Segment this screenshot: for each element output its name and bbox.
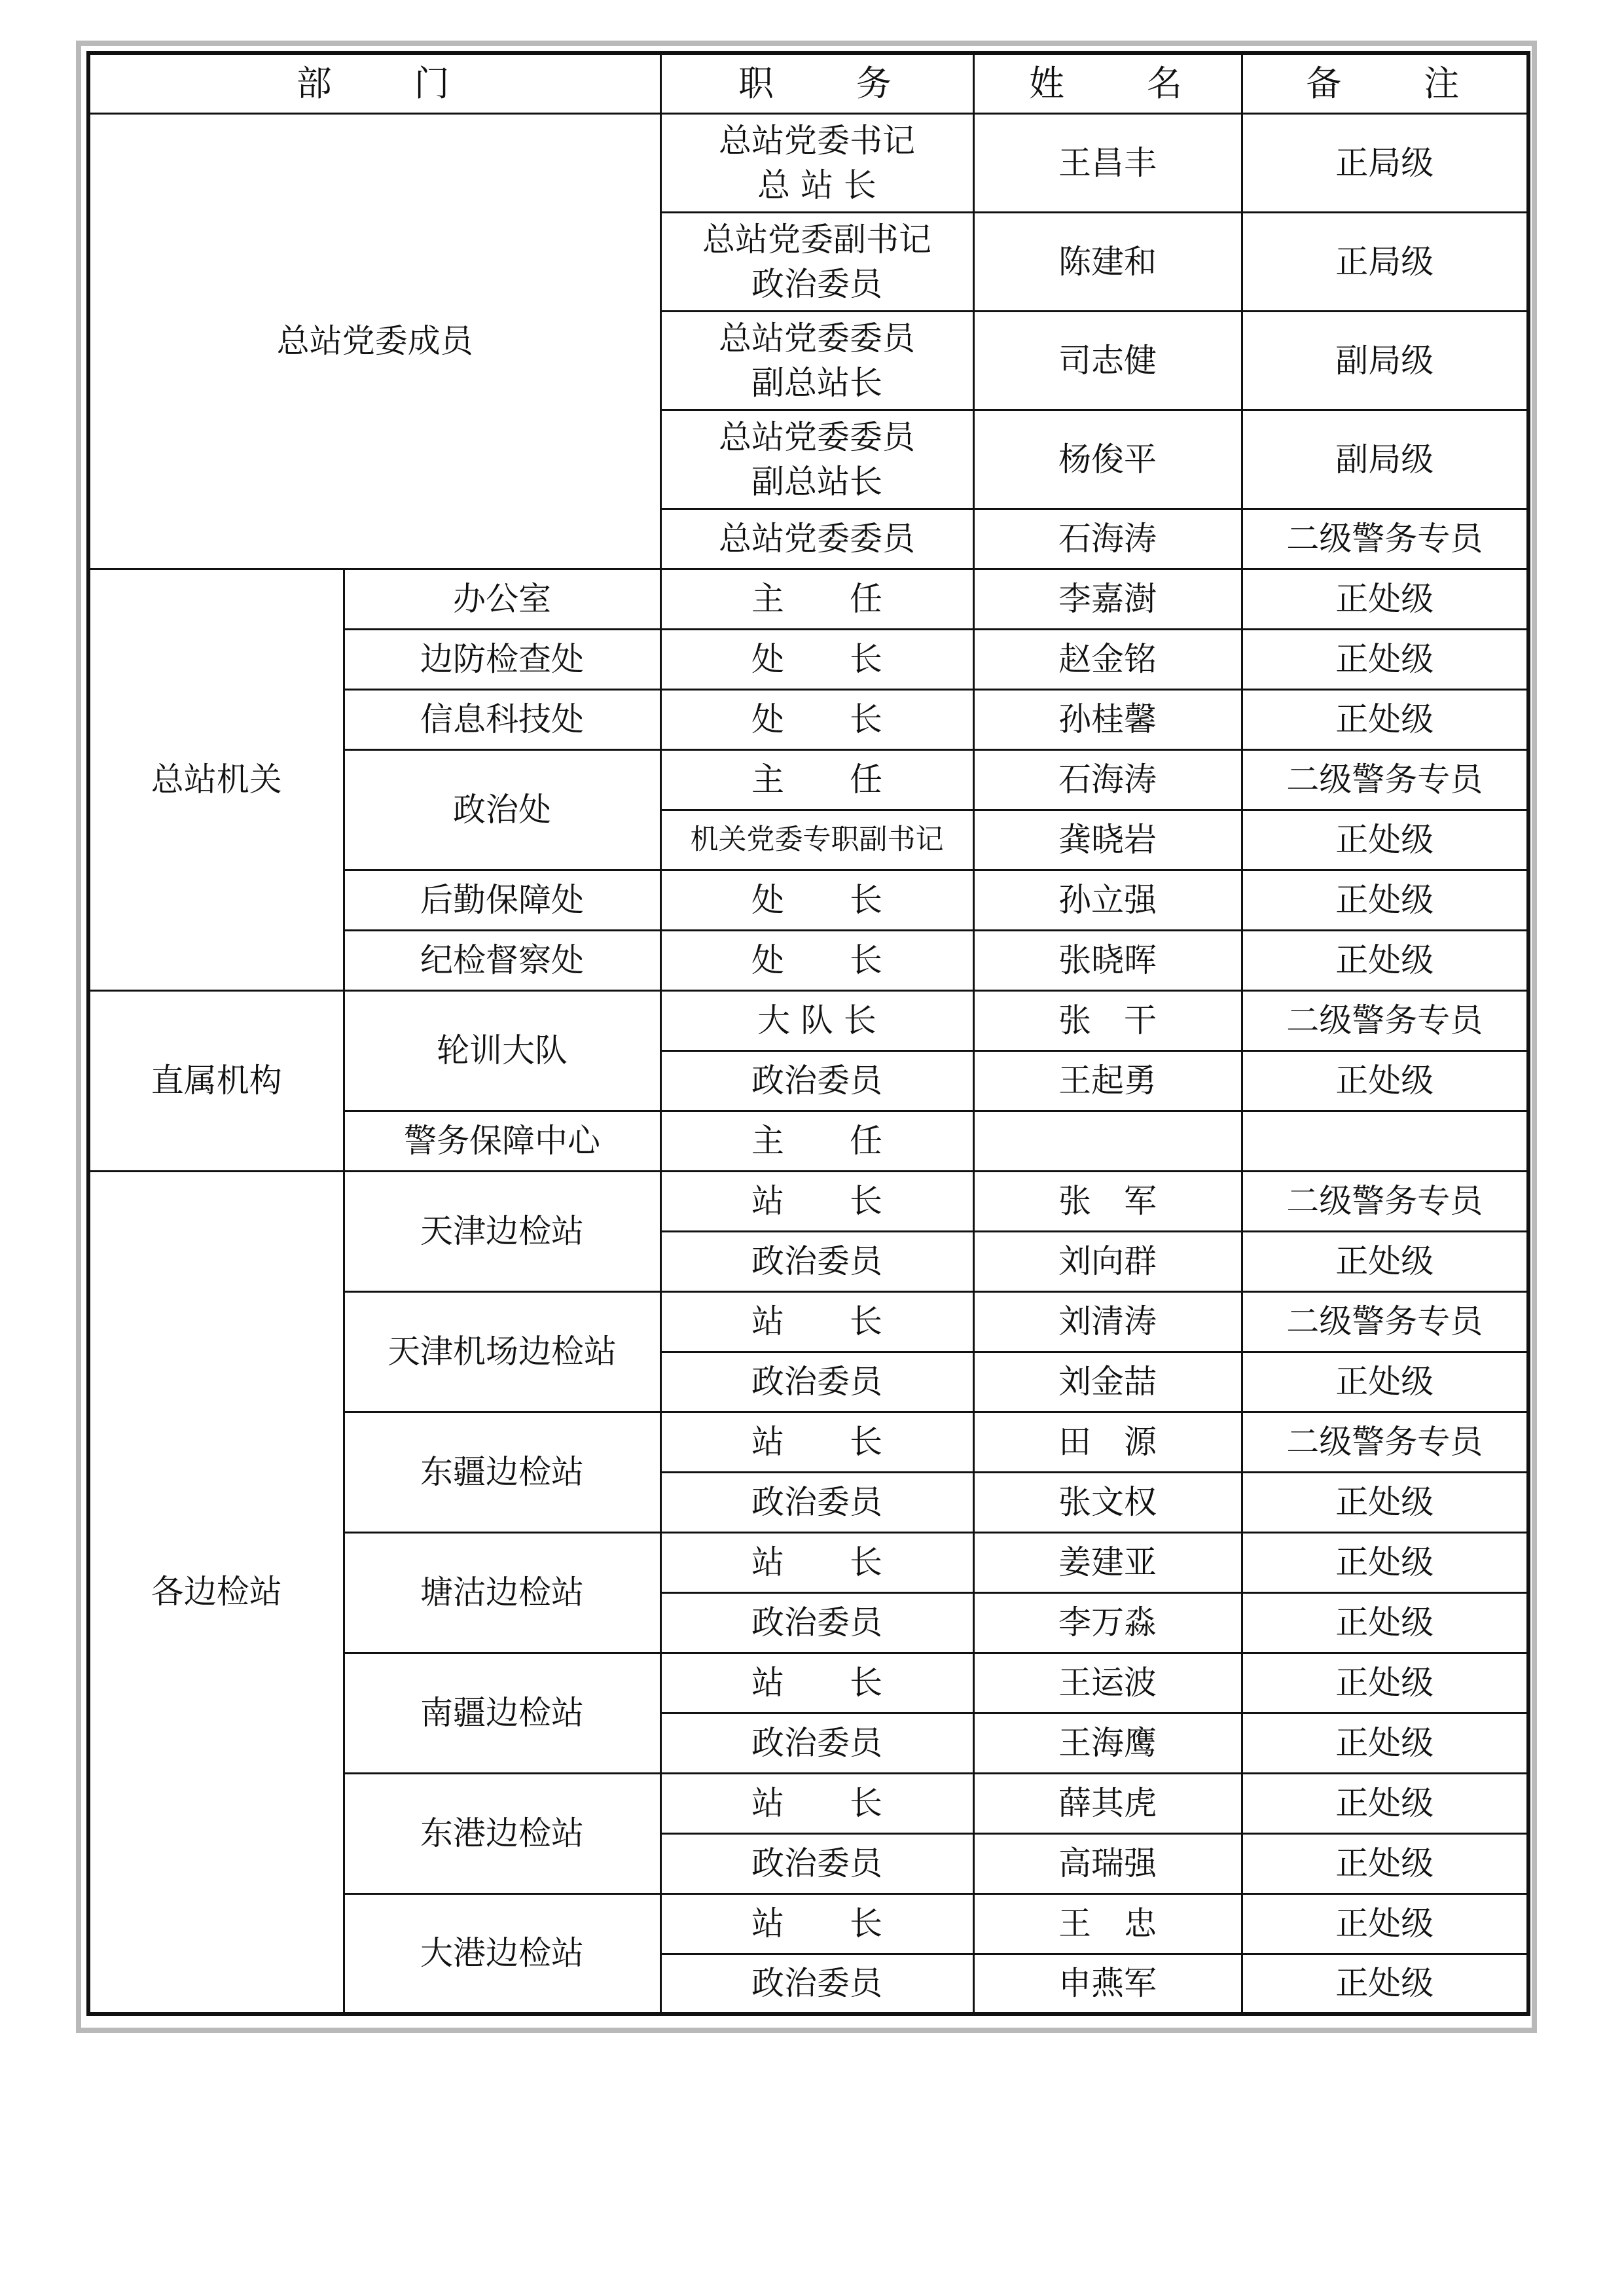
department-cell: 直属机构 xyxy=(88,990,344,1171)
name-cell: 龚晓岩 xyxy=(973,810,1242,870)
note-cell: 正处级 xyxy=(1242,1231,1528,1291)
note-cell: 二级警务专员 xyxy=(1242,749,1528,810)
position-cell: 政治委员 xyxy=(660,1592,973,1653)
unit-cell: 办公室 xyxy=(344,569,660,629)
position-cell xyxy=(660,509,973,569)
unit-cell: 警务保障中心 xyxy=(344,1111,660,1171)
note-cell: 正处级 xyxy=(1242,1833,1528,1893)
position-cell: 政治委员 xyxy=(660,1713,973,1773)
position-cell xyxy=(660,311,973,410)
table-row xyxy=(88,569,1528,629)
name-cell: 姜建亚 xyxy=(973,1532,1242,1592)
position-cell: 站 长 xyxy=(660,1291,973,1352)
position-cell-line: 总 站 长 xyxy=(757,166,876,204)
header-position: 职 务 xyxy=(660,53,973,113)
position-cell-line: 总站党委书记 xyxy=(719,121,915,160)
position-cell xyxy=(660,410,973,509)
unit-cell: 天津机场边检站 xyxy=(344,1291,660,1412)
note-cell: 正处级 xyxy=(1242,1472,1528,1532)
position-cell: 处 长 xyxy=(660,870,973,930)
name-cell: 高瑞强 xyxy=(973,1833,1242,1893)
note-cell: 正处级 xyxy=(1242,810,1528,870)
table-row xyxy=(88,1171,1528,1231)
note-cell: 正处级 xyxy=(1242,1954,1528,2014)
personnel-table xyxy=(86,51,1530,2016)
unit-cell: 东港边检站 xyxy=(344,1773,660,1893)
header-note: 备 注 xyxy=(1242,53,1528,113)
name-cell: 司志健 xyxy=(973,311,1242,410)
note-cell: 正处级 xyxy=(1242,870,1528,930)
note-cell: 正处级 xyxy=(1242,1713,1528,1773)
name-cell: 张文权 xyxy=(973,1472,1242,1532)
note-cell: 二级警务专员 xyxy=(1242,1412,1528,1472)
position-cell: 政治委员 xyxy=(660,1231,973,1291)
unit-cell: 纪检督察处 xyxy=(344,930,660,990)
name-cell: 田 源 xyxy=(973,1412,1242,1472)
unit-cell: 天津边检站 xyxy=(344,1171,660,1291)
unit-cell: 信息科技处 xyxy=(344,689,660,749)
name-cell: 孙立强 xyxy=(973,870,1242,930)
note-cell: 正处级 xyxy=(1242,1532,1528,1592)
unit-cell: 后勤保障处 xyxy=(344,870,660,930)
name-cell: 张晓晖 xyxy=(973,930,1242,990)
position-cell: 机关党委专职副书记 xyxy=(660,810,973,870)
position-cell-line: 政治委员 xyxy=(751,264,882,303)
position-cell-line: 总站党委副书记 xyxy=(702,220,931,259)
note-cell: 正处级 xyxy=(1242,1893,1528,1954)
header-name: 姓 名 xyxy=(973,53,1242,113)
name-cell: 赵金铭 xyxy=(973,629,1242,689)
header-row xyxy=(88,53,1528,113)
position-cell: 站 长 xyxy=(660,1773,973,1833)
position-cell: 政治委员 xyxy=(660,1352,973,1412)
note-cell: 副局级 xyxy=(1242,311,1528,410)
name-cell xyxy=(973,1111,1242,1171)
header-department: 部 门 xyxy=(88,53,660,113)
position-cell: 政治委员 xyxy=(660,1050,973,1111)
name-cell: 王运波 xyxy=(973,1653,1242,1713)
name-cell: 石海涛 xyxy=(973,509,1242,569)
table-row xyxy=(88,990,1528,1050)
position-cell: 主 任 xyxy=(660,749,973,810)
name-cell: 张 干 xyxy=(973,990,1242,1050)
position-cell: 处 长 xyxy=(660,930,973,990)
department-cell: 总站党委成员 xyxy=(88,113,660,569)
name-cell: 王海鹰 xyxy=(973,1713,1242,1773)
note-cell: 副局级 xyxy=(1242,410,1528,509)
position-cell-line: 总站党委委员 xyxy=(719,418,915,456)
note-cell xyxy=(1242,1111,1528,1171)
note-cell: 二级警务专员 xyxy=(1242,1171,1528,1231)
position-cell xyxy=(660,212,973,311)
position-cell: 站 长 xyxy=(660,1893,973,1954)
name-cell: 杨俊平 xyxy=(973,410,1242,509)
position-cell: 处 长 xyxy=(660,629,973,689)
position-cell-line: 副总站长 xyxy=(751,363,882,402)
note-cell: 正处级 xyxy=(1242,1592,1528,1653)
name-cell: 王起勇 xyxy=(973,1050,1242,1111)
note-cell: 正处级 xyxy=(1242,569,1528,629)
name-cell: 刘向群 xyxy=(973,1231,1242,1291)
note-cell: 正处级 xyxy=(1242,629,1528,689)
name-cell: 陈建和 xyxy=(973,212,1242,311)
department-cell: 各边检站 xyxy=(88,1171,344,2014)
position-cell-line: 总站党委委员 xyxy=(719,319,915,357)
note-cell: 正处级 xyxy=(1242,1352,1528,1412)
name-cell: 王昌丰 xyxy=(973,113,1242,212)
note-cell: 正局级 xyxy=(1242,113,1528,212)
position-cell: 处 长 xyxy=(660,689,973,749)
unit-cell: 政治处 xyxy=(344,749,660,870)
note-cell: 二级警务专员 xyxy=(1242,509,1528,569)
name-cell: 孙桂馨 xyxy=(973,689,1242,749)
name-cell: 薛其虎 xyxy=(973,1773,1242,1833)
name-cell: 李嘉澍 xyxy=(973,569,1242,629)
position-cell: 站 长 xyxy=(660,1412,973,1472)
unit-cell: 东疆边检站 xyxy=(344,1412,660,1532)
note-cell: 正处级 xyxy=(1242,930,1528,990)
name-cell: 刘清涛 xyxy=(973,1291,1242,1352)
note-cell: 正局级 xyxy=(1242,212,1528,311)
position-cell: 政治委员 xyxy=(660,1833,973,1893)
note-cell: 二级警务专员 xyxy=(1242,1291,1528,1352)
position-cell: 站 长 xyxy=(660,1171,973,1231)
position-cell: 站 长 xyxy=(660,1532,973,1592)
note-cell: 正处级 xyxy=(1242,1050,1528,1111)
position-cell: 主 任 xyxy=(660,569,973,629)
note-cell: 二级警务专员 xyxy=(1242,990,1528,1050)
name-cell: 王 忠 xyxy=(973,1893,1242,1954)
position-cell-line: 总站党委委员 xyxy=(719,520,915,558)
position-cell: 主 任 xyxy=(660,1111,973,1171)
position-cell xyxy=(660,113,973,212)
position-cell-line: 副总站长 xyxy=(751,462,882,501)
note-cell: 正处级 xyxy=(1242,689,1528,749)
name-cell: 申燕军 xyxy=(973,1954,1242,2014)
unit-cell: 塘沽边检站 xyxy=(344,1532,660,1653)
name-cell: 石海涛 xyxy=(973,749,1242,810)
unit-cell: 南疆边检站 xyxy=(344,1653,660,1773)
position-cell: 站 长 xyxy=(660,1653,973,1713)
name-cell: 张 军 xyxy=(973,1171,1242,1231)
unit-cell: 边防检查处 xyxy=(344,629,660,689)
unit-cell: 大港边检站 xyxy=(344,1893,660,2014)
name-cell: 刘金喆 xyxy=(973,1352,1242,1412)
note-cell: 正处级 xyxy=(1242,1773,1528,1833)
table-row xyxy=(88,113,1528,212)
position-cell: 大 队 长 xyxy=(660,990,973,1050)
note-cell: 正处级 xyxy=(1242,1653,1528,1713)
position-cell: 政治委员 xyxy=(660,1472,973,1532)
unit-cell: 轮训大队 xyxy=(344,990,660,1111)
department-cell: 总站机关 xyxy=(88,569,344,990)
name-cell: 李万淼 xyxy=(973,1592,1242,1653)
position-cell: 政治委员 xyxy=(660,1954,973,2014)
